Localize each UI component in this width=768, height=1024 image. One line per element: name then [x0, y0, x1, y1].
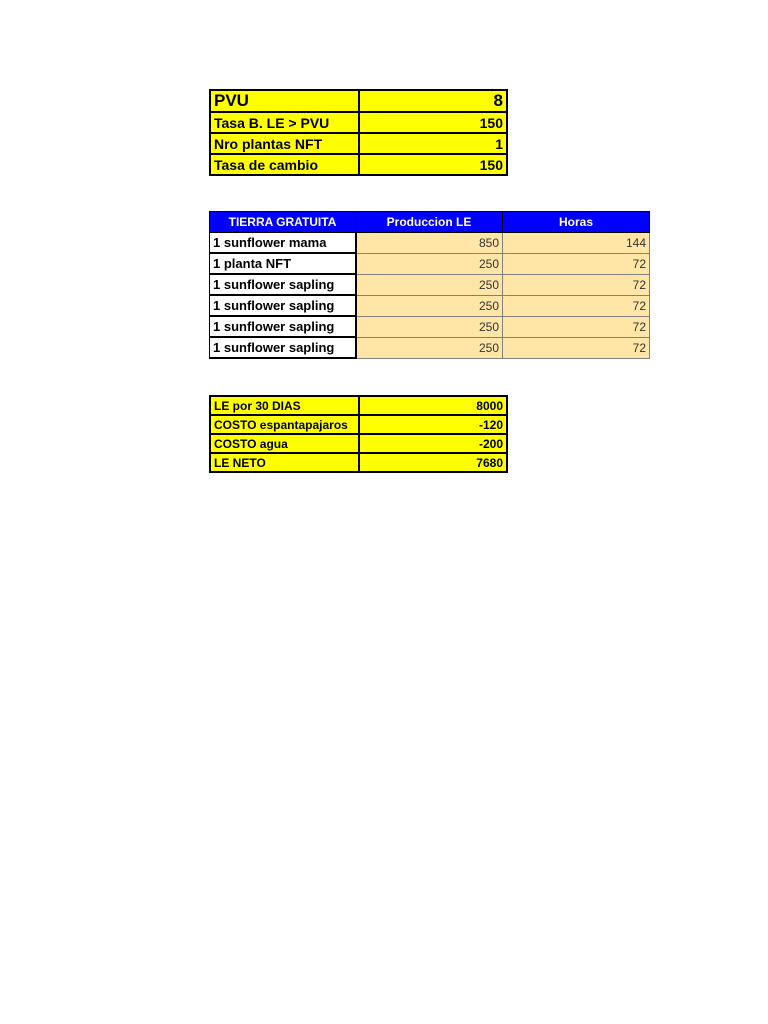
- plant-name-cell[interactable]: 1 sunflower sapling: [210, 316, 356, 337]
- table-row: [210, 274, 650, 295]
- production-le-cell[interactable]: 250: [356, 316, 503, 337]
- table-row: [210, 396, 507, 415]
- param-label[interactable]: Nro plantas NFT: [210, 133, 359, 154]
- table-row: [210, 415, 507, 434]
- production-le-cell[interactable]: 250: [356, 253, 503, 274]
- hours-cell[interactable]: 72: [503, 337, 650, 358]
- production-le-cell[interactable]: 250: [356, 295, 503, 316]
- param-value[interactable]: 8: [359, 90, 507, 112]
- summary-value[interactable]: 7680: [359, 453, 507, 472]
- production-le-cell[interactable]: 250: [356, 274, 503, 295]
- hours-cell[interactable]: 72: [503, 295, 650, 316]
- plant-name-cell[interactable]: 1 sunflower sapling: [210, 295, 356, 316]
- table-row: [210, 253, 650, 274]
- table-row: [210, 233, 650, 254]
- production-le-cell[interactable]: 850: [356, 233, 503, 254]
- plant-name-cell[interactable]: 1 sunflower sapling: [210, 337, 356, 358]
- production-le-cell[interactable]: 250: [356, 337, 503, 358]
- summary-label[interactable]: COSTO agua: [210, 434, 359, 453]
- hours-cell[interactable]: 72: [503, 316, 650, 337]
- plant-name-cell[interactable]: 1 sunflower sapling: [210, 274, 356, 295]
- summary-label[interactable]: COSTO espantapajaros: [210, 415, 359, 434]
- summary-label[interactable]: LE por 30 DIAS: [210, 396, 359, 415]
- table-row: [210, 453, 507, 472]
- summary-label[interactable]: LE NETO: [210, 453, 359, 472]
- param-value[interactable]: 150: [359, 154, 507, 175]
- hours-cell[interactable]: 72: [503, 253, 650, 274]
- param-value[interactable]: 150: [359, 112, 507, 133]
- hours-cell[interactable]: 72: [503, 274, 650, 295]
- param-label[interactable]: Tasa B. LE > PVU: [210, 112, 359, 133]
- summary-table: [209, 395, 508, 473]
- table-row: [210, 316, 650, 337]
- column-header-horas[interactable]: Horas: [503, 212, 650, 233]
- param-label[interactable]: Tasa de cambio: [210, 154, 359, 175]
- production-table: [209, 211, 650, 359]
- column-header-produccion[interactable]: Produccion LE: [356, 212, 503, 233]
- table-header-row: [210, 212, 650, 233]
- summary-value[interactable]: -120: [359, 415, 507, 434]
- param-label[interactable]: PVU: [210, 90, 359, 112]
- hours-cell[interactable]: 144: [503, 233, 650, 254]
- summary-value[interactable]: 8000: [359, 396, 507, 415]
- table-row: [210, 112, 507, 133]
- table-row: [210, 337, 650, 358]
- parameters-table: [209, 89, 508, 176]
- table-row: [210, 434, 507, 453]
- column-header-tierra[interactable]: TIERRA GRATUITA: [210, 212, 356, 233]
- table-row: [210, 133, 507, 154]
- table-row: [210, 90, 507, 112]
- table-row: [210, 154, 507, 175]
- summary-value[interactable]: -200: [359, 434, 507, 453]
- table-row: [210, 295, 650, 316]
- plant-name-cell[interactable]: 1 planta NFT: [210, 253, 356, 274]
- plant-name-cell[interactable]: 1 sunflower mama: [210, 233, 356, 254]
- param-value[interactable]: 1: [359, 133, 507, 154]
